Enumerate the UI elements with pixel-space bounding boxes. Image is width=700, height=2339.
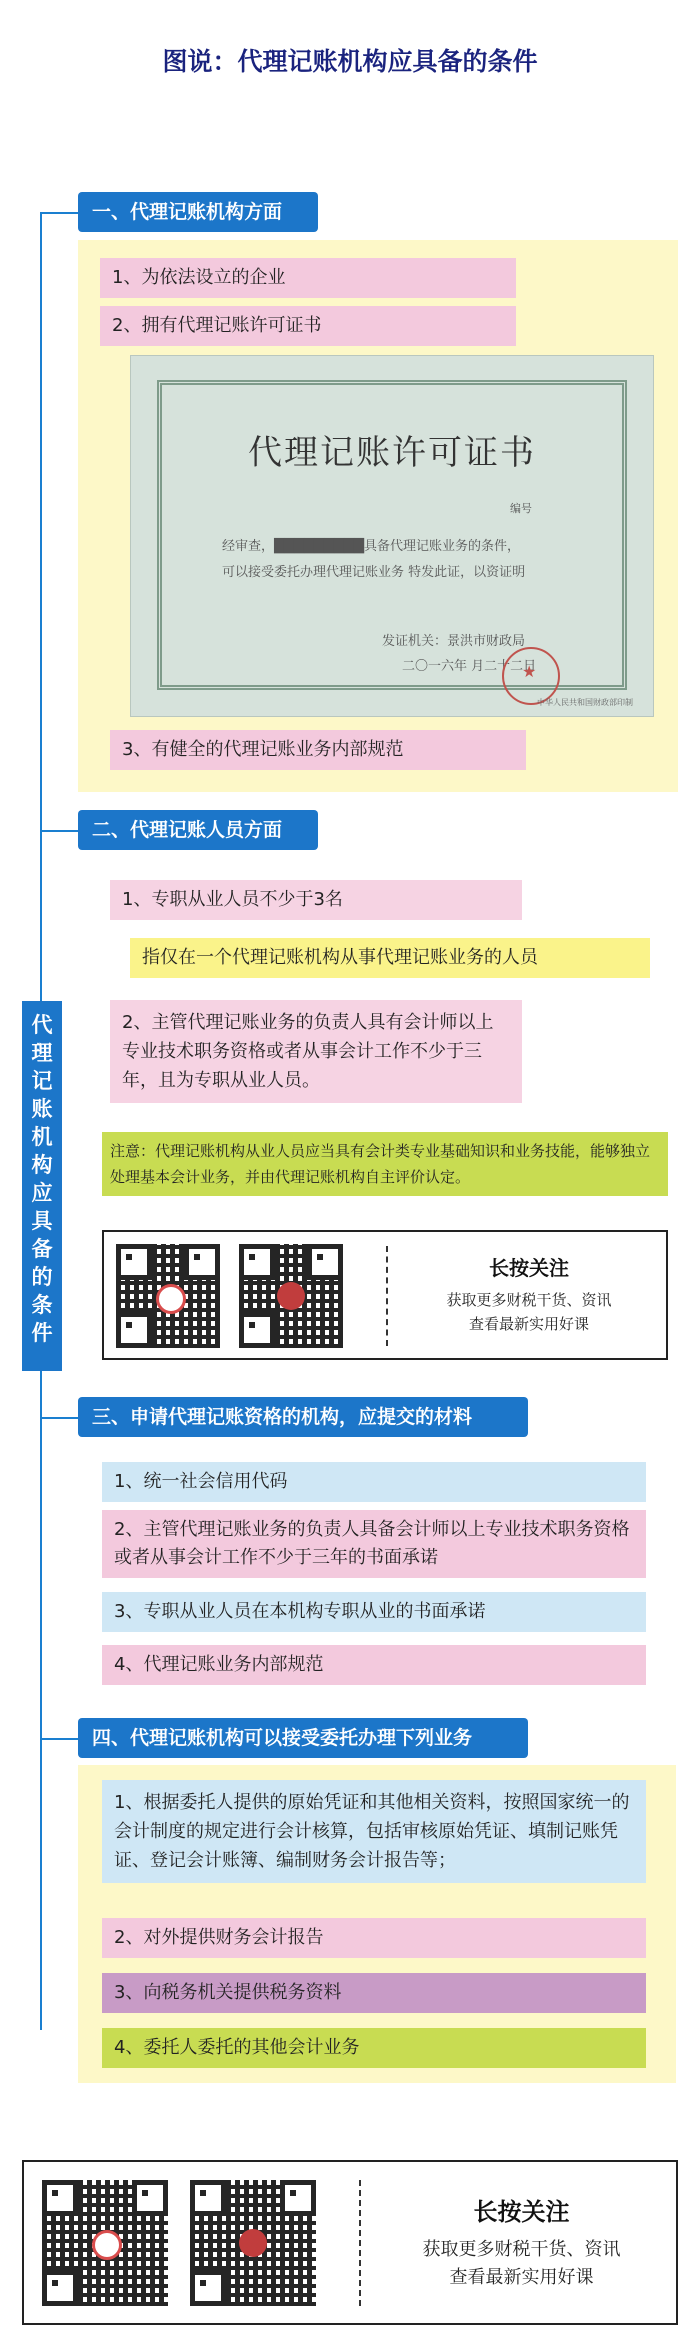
sidebar-char: 条 (31, 1293, 53, 1317)
section1-item-1: 1、为依法设立的企业 (100, 258, 516, 298)
certificate-line-2: 可以接受委托办理代理记账业务 特发此证，以资证明 (222, 565, 526, 580)
section2-item-2: 2、主管代理记账业务的负责人具有会计师以上专业技术职务资格或者从事会计工作不少于三年，且为专职从业人员。 (110, 1000, 522, 1103)
logo-icon (277, 1282, 305, 1310)
section4-item-2: 2、对外提供财务会计报告 (102, 1918, 646, 1958)
follow-line-1: 获取更多财税干货、资讯 (422, 2239, 621, 2260)
section1-heading: 一、代理记账机构方面 (78, 192, 318, 232)
connector (40, 212, 78, 214)
follow-title: 长按关注 (473, 2198, 570, 2226)
sidebar-char: 账 (31, 1097, 53, 1121)
section3-heading: 三、申请代理记账资格的机构，应提交的材料 (78, 1397, 528, 1437)
qr-code-icon[interactable] (239, 1244, 343, 1348)
sidebar-char: 件 (31, 1321, 53, 1345)
connector (40, 830, 78, 832)
section4-item-1: 1、根据委托人提供的原始凭证和其他相关资料，按照国家统一的会计制度的规定进行会计核算，包括审核原始凭证、填制记账凭证、登记会计账簿、编制财务会计报告等； (102, 1780, 646, 1883)
section2-note-2: 注意：代理记账机构从业人员应当具有会计类专业基础知识和业务技能，能够独立处理基本会计业务，并由代理记账机构自主评价认定。 (102, 1132, 668, 1196)
connector (40, 1738, 78, 1740)
follow-banner-bottom[interactable] (22, 2160, 678, 2325)
sidebar-char: 的 (31, 1265, 53, 1289)
certificate-footer: 中华人民共和国财政部印制 (537, 698, 633, 707)
logo-icon (92, 2230, 122, 2260)
section3-item-4: 4、代理记账业务内部规范 (102, 1645, 646, 1685)
section4-item-3: 3、向税务机关提供税务资料 (102, 1973, 646, 2013)
section4-item-4: 4、委托人委托的其他会计业务 (102, 2028, 646, 2068)
follow-title: 长按关注 (489, 1256, 569, 1280)
sidebar-char: 构 (31, 1153, 53, 1177)
certificate-issuer: 发证机关：景洪市财政局 (382, 634, 526, 649)
section2-heading: 二、代理记账人员方面 (78, 810, 318, 850)
section3-item-2: 2、主管代理记账业务的负责人具备会计师以上专业技术职务资格或者从事会计工作不少于三年的书面承诺 (102, 1510, 646, 1578)
certificate-title: 代理记账许可证书 (248, 433, 536, 473)
section1-item-3: 3、有健全的代理记账业务内部规范 (110, 730, 526, 770)
follow-line-2: 查看最新实用好课 (468, 1315, 589, 1333)
divider (386, 1246, 388, 1346)
logo-icon (156, 1284, 186, 1314)
connector (40, 1417, 78, 1419)
logo-icon (239, 2229, 267, 2257)
follow-line-2: 查看最新实用好课 (449, 2267, 594, 2288)
sidebar-char: 代 (31, 1013, 53, 1037)
sidebar-char: 记 (31, 1069, 53, 1093)
section2-item-1: 1、专职从业人员不少于3名 (110, 880, 522, 920)
section2-note-1: 指仅在一个代理记账机构从事代理记账业务的人员 (130, 938, 650, 978)
follow-banner[interactable] (102, 1230, 668, 1360)
qr-code-icon[interactable] (190, 2180, 316, 2306)
certificate-line-1: 经审查，█████████具备代理记账业务的条件， (222, 539, 520, 554)
certificate-border (157, 380, 627, 690)
certificate-date: 二〇一六年 月二十二日 (402, 659, 537, 674)
qr-code-icon[interactable] (116, 1244, 220, 1348)
section3-item-1: 1、统一社会信用代码 (102, 1462, 646, 1502)
follow-line-1: 获取更多财税干货、资讯 (446, 1291, 612, 1309)
qr-code-icon[interactable] (42, 2180, 168, 2306)
section1-item-2: 2、拥有代理记账许可证书 (100, 306, 516, 346)
section4-heading: 四、代理记账机构可以接受委托办理下列业务 (78, 1718, 528, 1758)
sidebar-char: 机 (31, 1125, 53, 1149)
page-title: 图说：代理记账机构应具备的条件 (162, 47, 538, 76)
sidebar-char: 备 (31, 1237, 53, 1261)
sidebar-label (22, 1001, 62, 1371)
sidebar-char: 理 (31, 1041, 53, 1065)
certificate-number: 编号 (510, 502, 532, 515)
divider (359, 2180, 361, 2306)
section3-item-3: 3、专职从业人员在本机构专职从业的书面承诺 (102, 1592, 646, 1632)
license-certificate-image (130, 355, 654, 717)
sidebar-char: 具 (31, 1209, 53, 1233)
sidebar-char: 应 (31, 1181, 53, 1205)
